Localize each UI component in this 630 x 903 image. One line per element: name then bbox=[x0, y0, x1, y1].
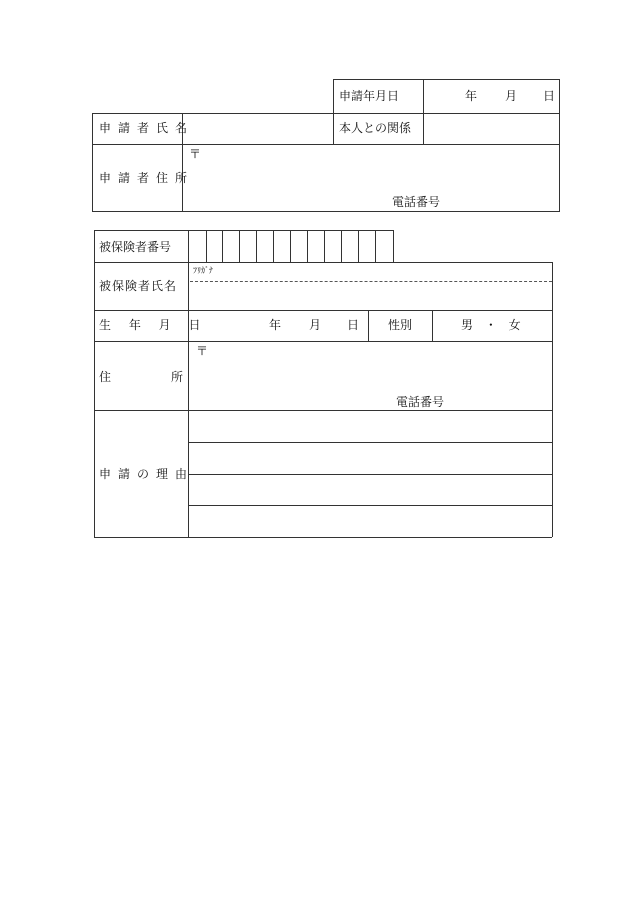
reason-line-3[interactable] bbox=[189, 475, 552, 505]
reason-line-2[interactable] bbox=[189, 443, 552, 474]
date-month-label: 月 bbox=[505, 89, 518, 103]
birth-year-label: 年 bbox=[269, 318, 282, 332]
relationship-field[interactable] bbox=[424, 114, 559, 144]
insured-name-field[interactable] bbox=[189, 282, 552, 310]
sex-options[interactable]: 男 ・ 女 bbox=[461, 318, 525, 332]
relationship-label: 本人との関係 bbox=[339, 121, 412, 135]
reason-line-1[interactable] bbox=[189, 411, 552, 442]
digit-box-divider bbox=[393, 230, 394, 262]
form-line bbox=[432, 310, 433, 341]
birth-day-label: 日 bbox=[347, 318, 360, 332]
form-line bbox=[92, 211, 560, 212]
postal-mark: 〒 bbox=[189, 147, 202, 161]
phone-label: 電話番号 bbox=[396, 395, 445, 409]
insured-number-field[interactable] bbox=[189, 231, 393, 262]
address-label-2: 所 bbox=[171, 370, 184, 384]
form-line bbox=[92, 113, 93, 211]
address-label-1: 住 bbox=[99, 370, 112, 384]
applicant-name-field[interactable] bbox=[183, 114, 333, 144]
reason-label: 申請の理由 bbox=[99, 467, 195, 481]
reason-line-4[interactable] bbox=[189, 506, 552, 537]
form-line bbox=[368, 310, 369, 341]
postal-mark: 〒 bbox=[196, 344, 209, 358]
applicant-address-label: 申請者住所 bbox=[99, 171, 195, 185]
date-year-label: 年 bbox=[465, 89, 478, 103]
form-line bbox=[94, 262, 552, 263]
applicant-name-label: 申請者氏名 bbox=[99, 121, 195, 135]
birth-date-label: 生 年 月 日 bbox=[99, 318, 208, 332]
insured-address-field[interactable] bbox=[189, 342, 552, 410]
sex-label: 性別 bbox=[388, 318, 413, 332]
birth-month-label: 月 bbox=[309, 318, 322, 332]
applicant-address-field[interactable] bbox=[183, 145, 559, 211]
form-line bbox=[333, 79, 334, 144]
phone-label: 電話番号 bbox=[392, 195, 441, 209]
birth-date-field[interactable] bbox=[189, 311, 368, 341]
application-date-label: 申請年月日 bbox=[339, 89, 400, 103]
form-line bbox=[94, 230, 95, 537]
date-day-label: 日 bbox=[543, 89, 556, 103]
form-line bbox=[94, 537, 552, 538]
furigana-label: ﾌﾘｶﾞﾅ bbox=[193, 266, 213, 275]
insured-number-label: 被保険者番号 bbox=[99, 240, 172, 254]
form-line bbox=[552, 262, 553, 537]
application-date-field[interactable] bbox=[424, 80, 559, 113]
insured-name-label: 被保険者氏名 bbox=[99, 279, 178, 293]
form-line bbox=[559, 79, 560, 211]
